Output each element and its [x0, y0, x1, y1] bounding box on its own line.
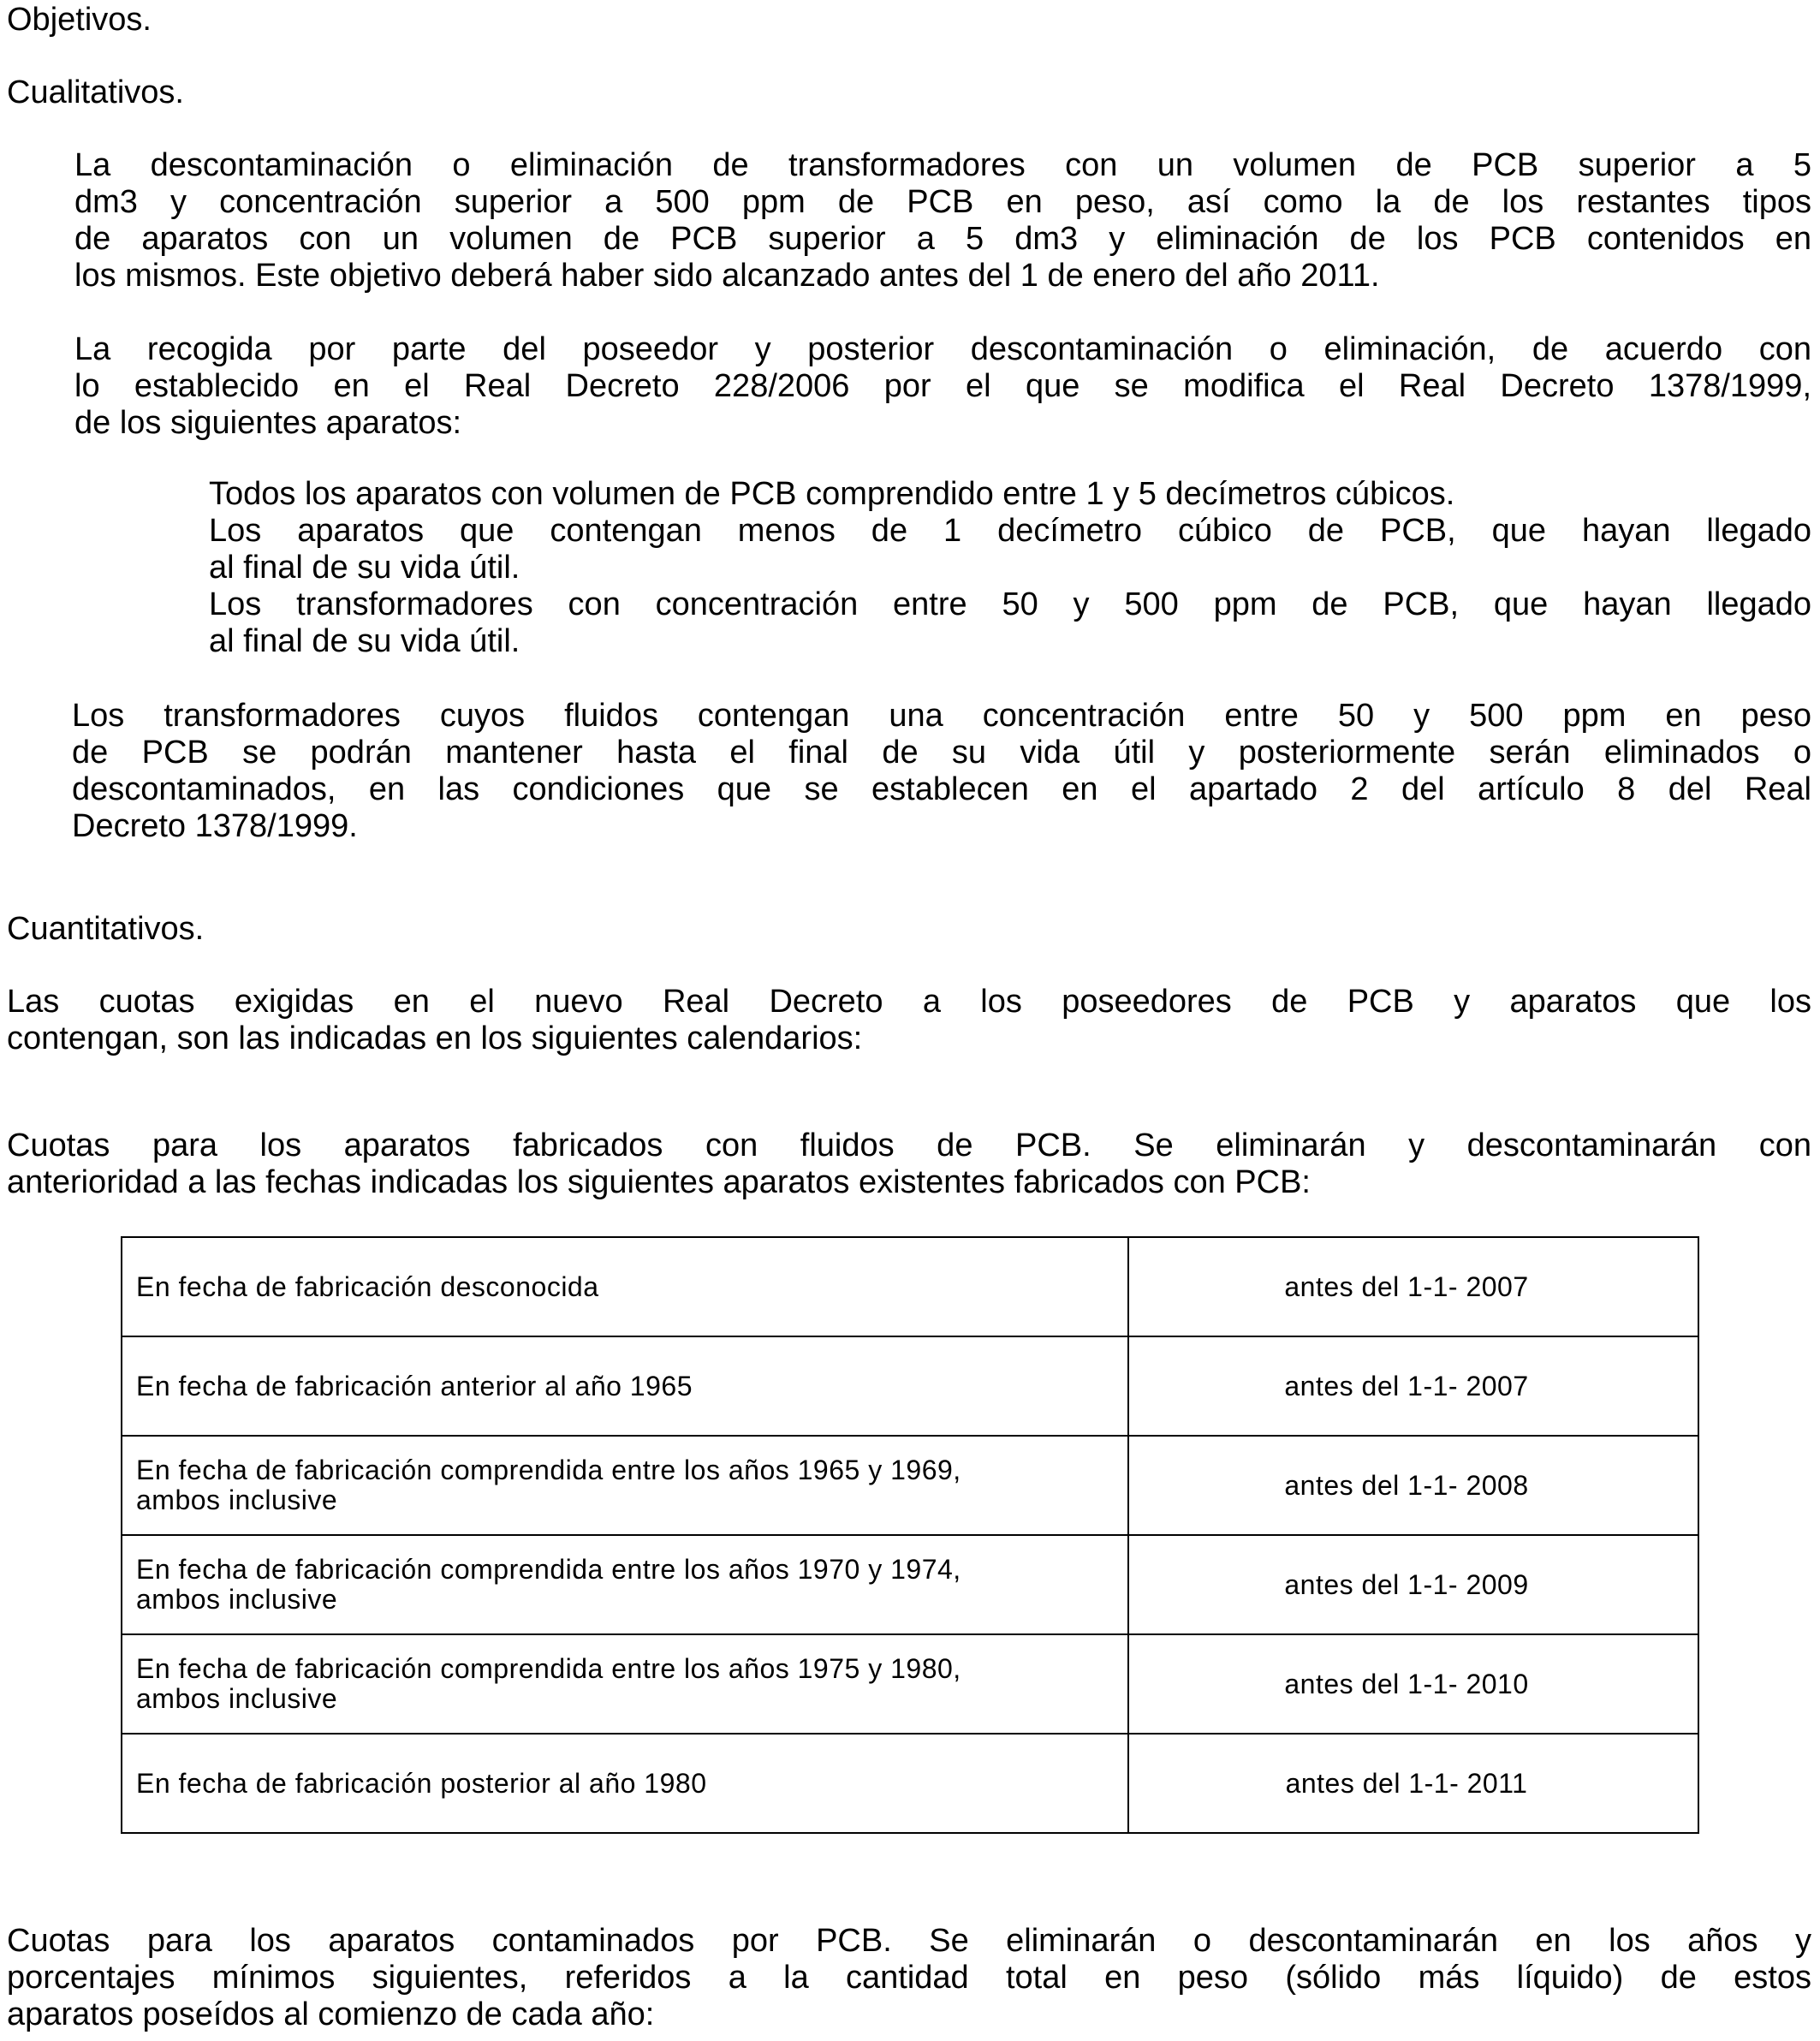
table-row: [122, 1336, 1698, 1436]
list-item: [209, 476, 1811, 513]
heading-objetivos: Objetivos.: [7, 2, 152, 38]
paragraph-descontaminacion: [74, 147, 1811, 295]
aparatos-list: [209, 476, 1811, 660]
quota-table: [121, 1236, 1699, 1834]
paragraph-cuotas-exigidas: [7, 984, 1811, 1057]
table-cell-deadline: antes del 1-1- 2008: [1128, 1436, 1698, 1535]
paragraph-line: aparatos poseídos al comienzo de cada año:: [7, 1996, 655, 2032]
table-row: [122, 1634, 1698, 1734]
table-cell-deadline: antes del 1-1- 2007: [1128, 1237, 1698, 1336]
table-cell-deadline: antes del 1-1- 2010: [1128, 1634, 1698, 1734]
table-row: [122, 1734, 1698, 1833]
table-row: [122, 1237, 1698, 1336]
table-cell-description: [122, 1535, 1128, 1634]
cell-line: ambos inclusive: [136, 1683, 338, 1714]
cell-line: En fecha de fabricación desconocida: [136, 1270, 599, 1302]
paragraph-line: Los transformadores cuyos fluidos contengan una concentración entre 50 y 500 ppm en peso: [72, 698, 1811, 734]
paragraph-line: contengan, son las indicadas en los siguientes calendarios:: [7, 1020, 863, 1056]
paragraph-cuotas-contaminados: [7, 1923, 1811, 2033]
paragraph-line: Las cuotas exigidas en el nuevo Real Decreto a los poseedores de PCB y aparatos que los: [7, 984, 1811, 1020]
cell-line: En fecha de fabricación comprendida entre los años 1965 y 1969,: [136, 1455, 961, 1485]
paragraph-line: La descontaminación o eliminación de transformadores con un volumen de PCB superior a 5: [74, 147, 1811, 183]
cell-line: En fecha de fabricación comprendida entre los años 1975 y 1980,: [136, 1653, 961, 1684]
heading-cualitativos: Cualitativos.: [7, 74, 184, 110]
heading-cuantitativos: Cuantitativos.: [7, 911, 205, 947]
table-cell-deadline: antes del 1-1- 2011: [1128, 1734, 1698, 1833]
list-item-line: Los transformadores con concentración entre 50 y 500 ppm de PCB, que hayan llegado: [209, 586, 1811, 622]
cell-line: En fecha de fabricación posterior al año 1980: [136, 1767, 707, 1799]
paragraph-cuotas-fabricados: [7, 1128, 1811, 1201]
paragraph-line: los mismos. Este objetivo deberá haber sido alcanzado antes del 1 de enero del año 2011.: [74, 258, 1380, 294]
paragraph-line: La recogida por parte del poseedor y posterior descontaminación o eliminación, de acuerdo con: [74, 331, 1811, 367]
list-item-line: Los aparatos que contengan menos de 1 decímetro cúbico de PCB, que hayan llegado: [209, 513, 1811, 549]
paragraph-recogida: [74, 331, 1811, 442]
paragraph-line: de los siguientes aparatos:: [74, 405, 462, 441]
paragraph-transformadores: [72, 698, 1811, 845]
list-item-line: al final de su vida útil.: [209, 550, 520, 586]
table-cell-description: [122, 1634, 1128, 1734]
paragraph-line: de aparatos con un volumen de PCB superior a 5 dm3 y eliminación de los PCB contenidos en: [74, 221, 1811, 257]
table-row: [122, 1436, 1698, 1535]
paragraph-line: de PCB se podrán mantener hasta el final de su vida útil y posteriormente serán eliminados o: [72, 735, 1811, 771]
list-item-line: al final de su vida útil.: [209, 623, 520, 659]
paragraph-line: Cuotas para los aparatos contaminados por PCB. Se eliminarán o descontaminarán en los años y: [7, 1923, 1811, 1959]
table-cell-deadline: antes del 1-1- 2009: [1128, 1535, 1698, 1634]
table-cell-description: [122, 1436, 1128, 1535]
cell-line: ambos inclusive: [136, 1584, 338, 1615]
paragraph-line: Cuotas para los aparatos fabricados con fluidos de PCB. Se eliminarán y descontaminarán con: [7, 1128, 1811, 1163]
list-item: [209, 513, 1811, 586]
paragraph-line: lo establecido en el Real Decreto 228/2006 por el que se modifica el Real Decreto 1378/1999,: [74, 368, 1811, 404]
table-cell-description: [122, 1237, 1128, 1336]
paragraph-line: porcentajes mínimos siguientes, referidos a la cantidad total en peso (sólido más líquido) de estos: [7, 1960, 1811, 1996]
paragraph-line: dm3 y concentración superior a 500 ppm de PCB en peso, así como la de los restantes tipos: [74, 184, 1811, 220]
list-item: [209, 586, 1811, 660]
cell-line: En fecha de fabricación anterior al año 1965: [136, 1370, 693, 1401]
table-cell-deadline: antes del 1-1- 2007: [1128, 1336, 1698, 1436]
table-cell-description: [122, 1734, 1128, 1833]
paragraph-line: Decreto 1378/1999.: [72, 808, 358, 844]
paragraph-line: descontaminados, en las condiciones que se establecen en el apartado 2 del artículo 8 del Real: [72, 771, 1811, 807]
paragraph-line: anterioridad a las fechas indicadas los siguientes aparatos existentes fabricados con PCB:: [7, 1164, 1311, 1200]
table-cell-description: [122, 1336, 1128, 1436]
list-item-line: Todos los aparatos con volumen de PCB comprendido entre 1 y 5 decímetros cúbicos.: [209, 476, 1455, 512]
cell-line: ambos inclusive: [136, 1485, 338, 1515]
cell-line: En fecha de fabricación comprendida entre los años 1970 y 1974,: [136, 1554, 961, 1585]
table-row: [122, 1535, 1698, 1634]
